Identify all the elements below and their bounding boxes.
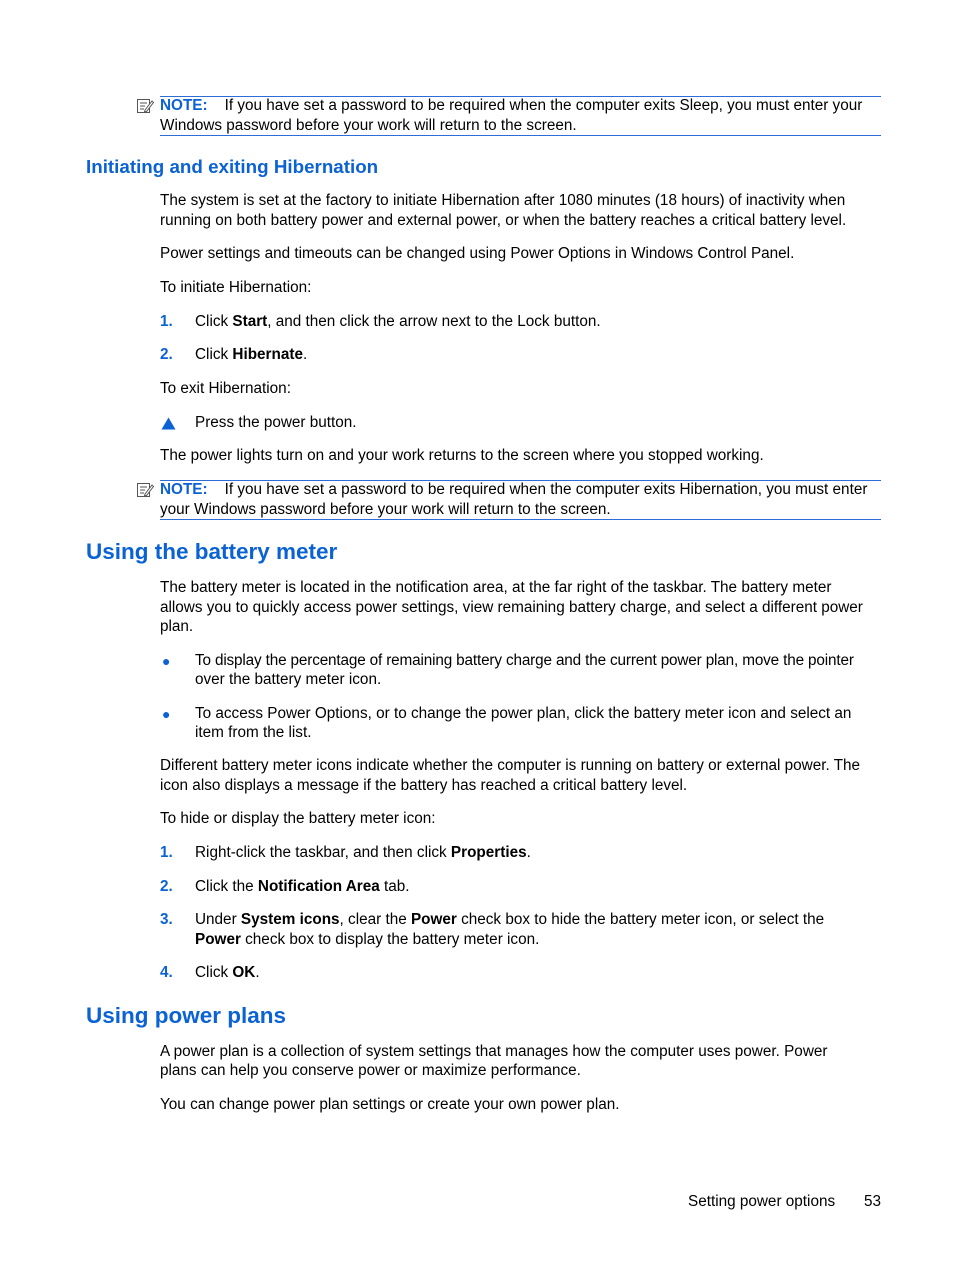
intro-text: To exit Hibernation: [160,380,291,397]
step-number: 2. [160,878,173,895]
note-label: NOTE: [160,481,208,498]
note-line: your Windows password before your work will return to the screen. [160,501,611,518]
step-number: 1. [160,844,173,861]
note-text [160,480,867,500]
ui-term: OK [232,964,256,981]
step-text: Click OK. [195,964,260,981]
note-line: If you have set a password to be required when the computer exits Sleep, you must enter your [224,97,863,114]
note-bottom-rule [160,135,881,136]
paragraph-line: plans can help you conserve power or maximize performance. [160,1062,581,1079]
step-text: Click Hibernate. [195,346,308,363]
ui-term: Power [410,911,457,928]
page-number: 53 [864,1193,882,1210]
step-text: Press the power button. [195,414,357,431]
paragraph-line: Different battery meter icons indicate whether the computer is running on battery or external power. The [160,757,861,774]
paragraph-line: The battery meter is located in the notification area, at the far right of the taskbar. The battery meter [160,579,832,596]
section-heading: Using the battery meter [86,539,338,564]
bullet-dot-icon: ● [162,653,171,669]
step-number: 3. [160,911,173,928]
triangle-up-icon [161,417,176,430]
intro-text: To hide or display the battery meter icon: [160,810,436,827]
paragraph-line: The system is set at the factory to initiate Hibernation after 1080 minutes (18 hours) of inactivity when [160,192,846,209]
ui-term: Notification Area [257,878,380,895]
step-text: Right-click the taskbar, and then click Properties. [195,844,531,861]
section-heading: Using power plans [86,1003,287,1028]
paragraph: You can change power plan settings or create your own power plan. [160,1096,620,1113]
ui-term: System icons [240,911,340,928]
paragraph: The power lights turn on and your work returns to the screen where you stopped working. [160,447,764,464]
step-text: Click the Notification Area tab. [195,878,410,895]
paragraph-line: icon also displays a message if the battery has reached a critical battery level. [160,777,688,794]
bullet-line: over the battery meter icon. [195,671,382,688]
section-heading: Initiating and exiting Hibernation [86,156,379,177]
note-line: Windows password before your work will return to the screen. [160,117,577,134]
note-bottom-rule [160,519,881,520]
bullet-dot-icon: ● [162,706,171,722]
step-text: Click Start, and then click the arrow next to the Lock button. [195,313,601,330]
step-text: Under System icons, clear the Power check box to hide the battery meter icon, or select the [195,911,825,928]
footer-section-title: Setting power options [688,1193,836,1210]
intro-text: To initiate Hibernation: [160,279,312,296]
step-text: Power check box to display the battery meter icon. [195,931,540,948]
note-label: NOTE: [160,97,208,114]
bullet-line: To display the percentage of remaining battery charge and the current power plan, move the pointer [195,652,854,669]
note-text [160,96,862,116]
ui-term: Power [195,931,241,948]
step-number: 2. [160,346,173,363]
ui-term: Hibernate [232,346,303,363]
paragraph: Power settings and timeouts can be changed using Power Options in Windows Control Panel. [160,245,795,262]
bullet-line: item from the list. [195,724,312,741]
ui-term: Start [232,313,268,330]
note-pencil-icon [136,481,154,499]
paragraph-line: running on both battery power and external power, or when the battery reaches a critical battery level. [160,212,847,229]
step-number: 4. [160,964,173,981]
note-pencil-icon [136,97,154,115]
paragraph-line: plan. [160,618,194,635]
note-line: If you have set a password to be required when the computer exits Hibernation, you must enter [224,481,868,498]
paragraph-line: allows you to quickly access power settings, view remaining battery charge, and select a different power [160,599,863,616]
step-number: 1. [160,313,173,330]
paragraph-line: A power plan is a collection of system settings that manages how the computer uses power. Power [160,1043,828,1060]
ui-term: Properties [450,844,527,861]
bullet-line: To access Power Options, or to change the power plan, click the battery meter icon and select an [195,705,852,722]
